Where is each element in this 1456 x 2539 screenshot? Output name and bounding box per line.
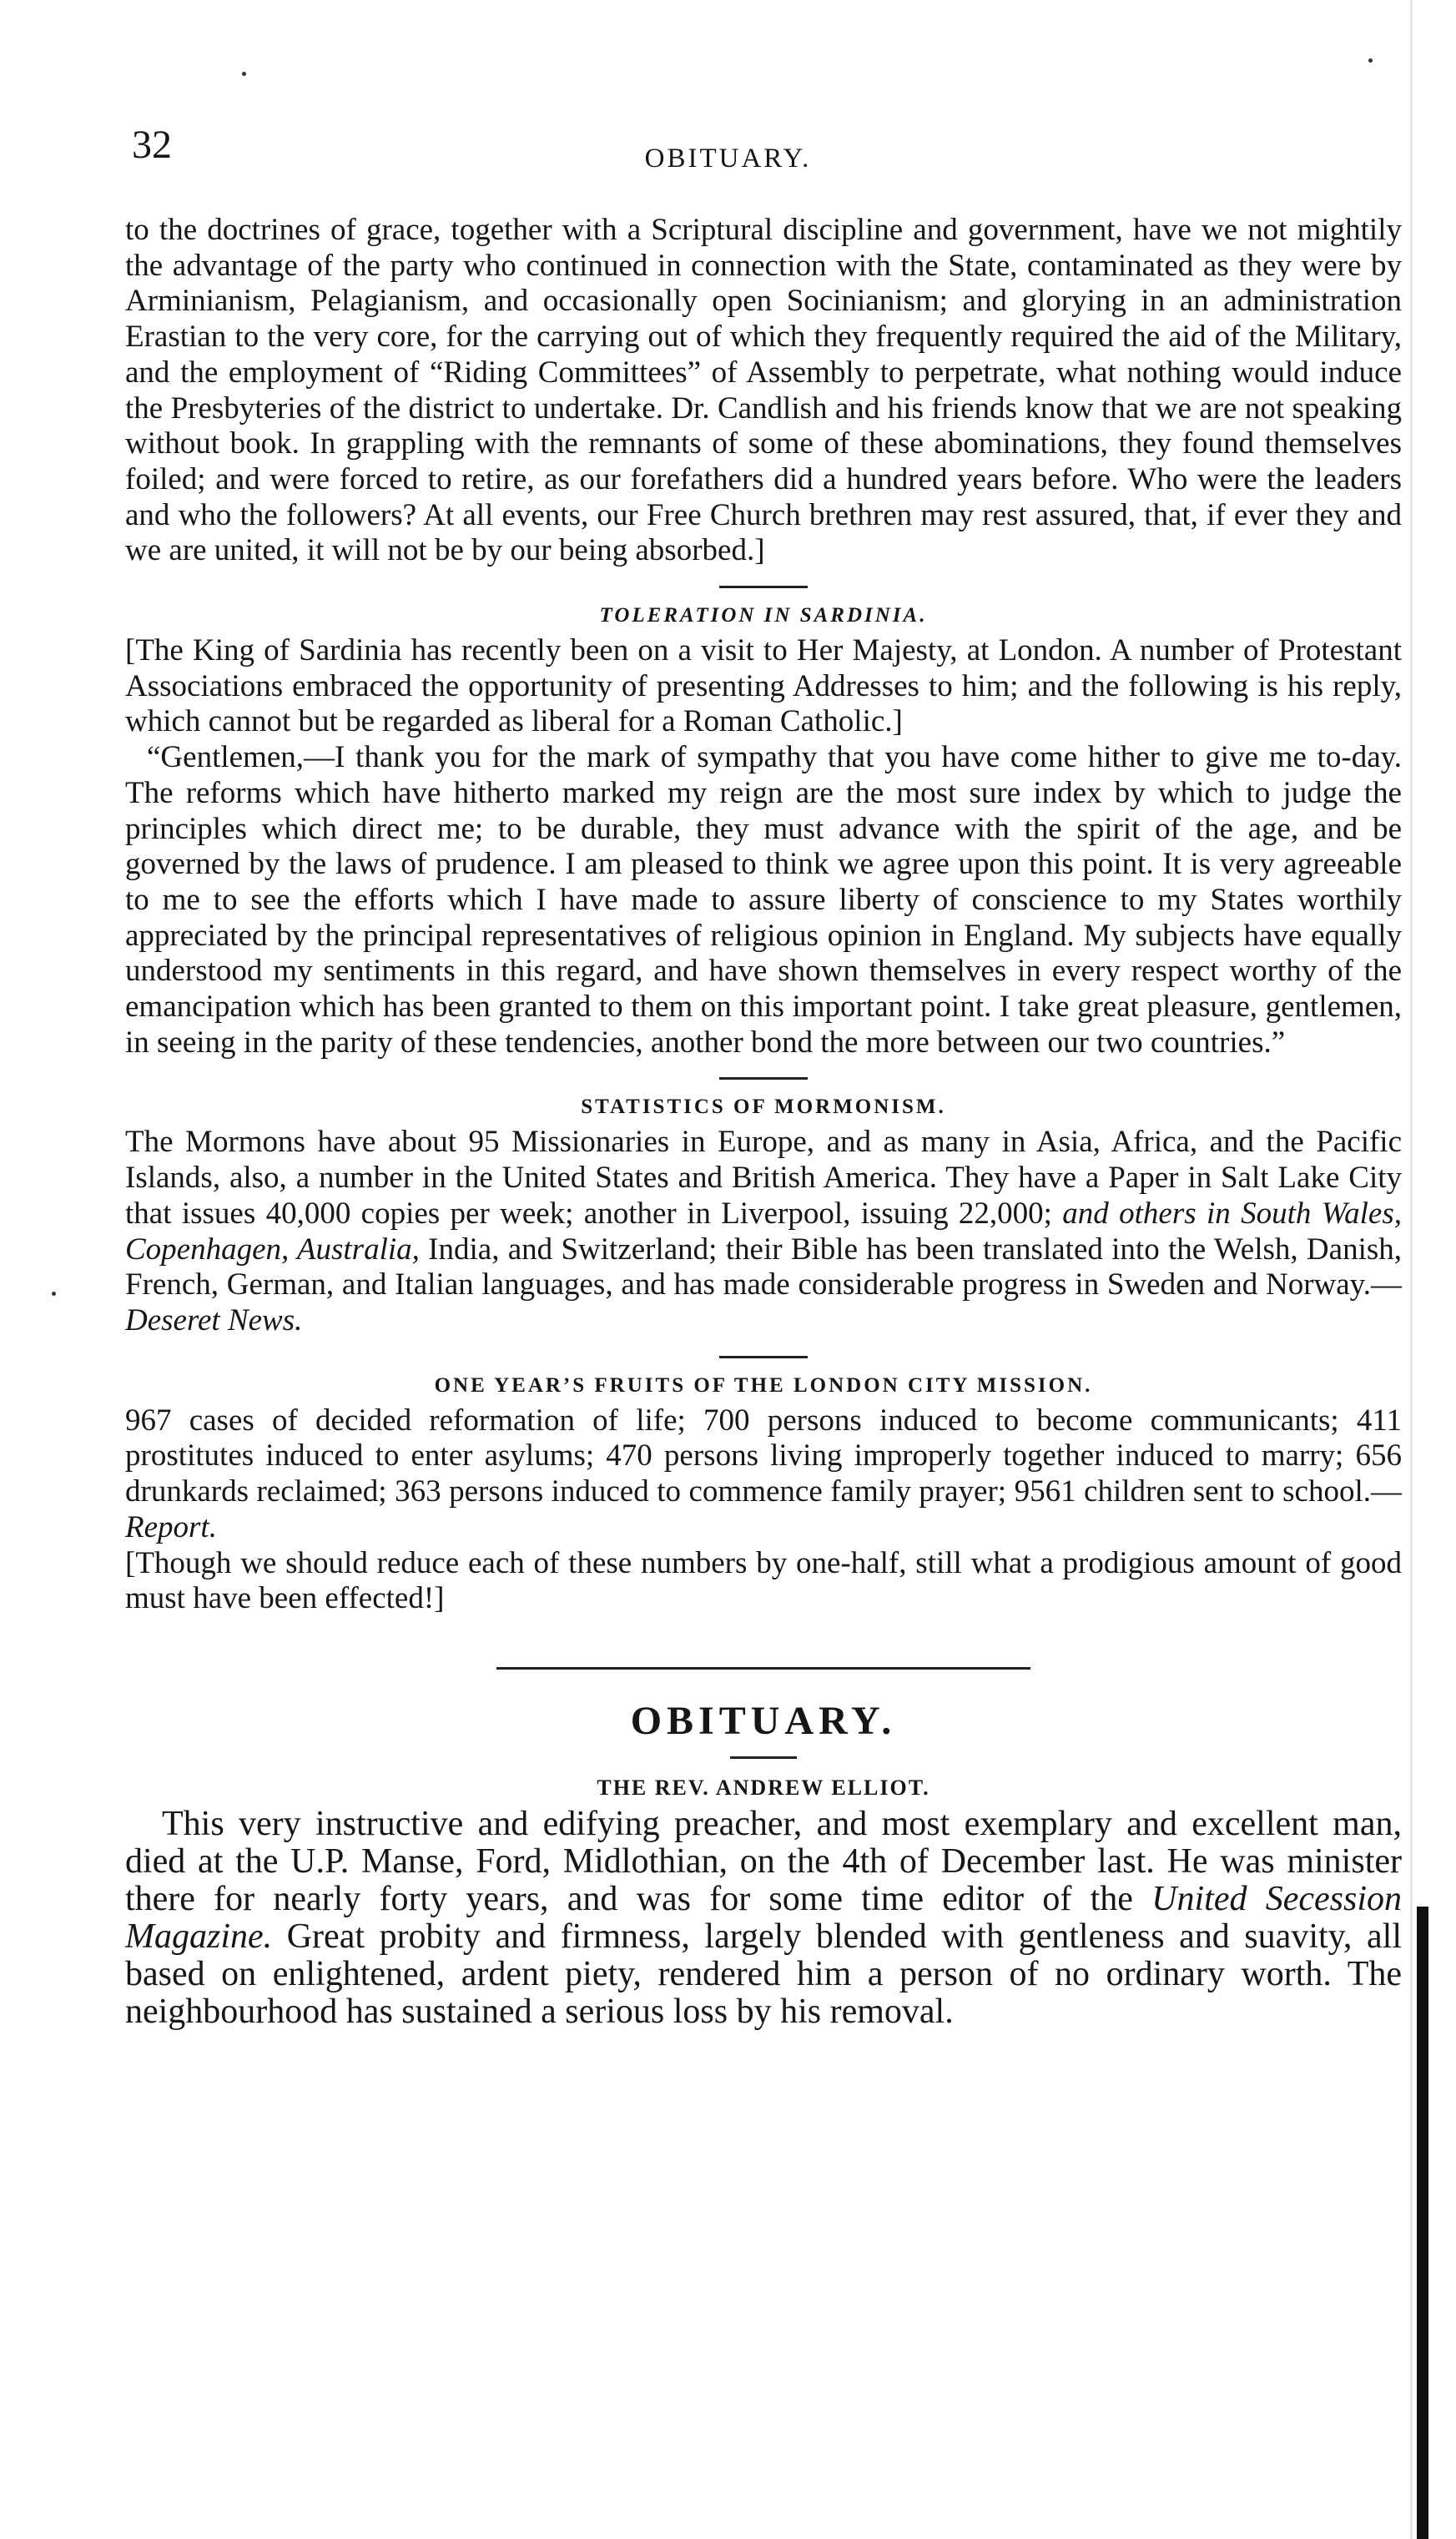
obituary-subject-heading: THE REV. ANDREW ELLIOT. xyxy=(597,1775,930,1800)
section-divider xyxy=(719,586,808,588)
binding-edge-bar xyxy=(1417,1907,1428,2539)
obituary-text-a: This very instructive and edifying preacher, and most exemplary and excellent man, died at the U.P. Manse, Ford, Midlothian, on the 4th of December last. He was minister there for nearly forty years, and was for some time editor of the xyxy=(125,1804,1402,1918)
section-divider xyxy=(719,1077,808,1080)
obituary-divider xyxy=(496,1667,1030,1670)
page-edge-shadow xyxy=(1410,0,1413,2539)
sardinia-intro-paragraph: [The King of Sardinia has recently been on a visit to Her Majesty, at London. A number of Protestant Associations embraced the opportunity of presenting Addresses to him; and the following is his reply, which cannot but be regarded as liberal for a Roman Catholic.] xyxy=(125,633,1402,739)
mormonism-source: Deseret News. xyxy=(125,1302,303,1338)
obituary-magazine-title: United Secession Magazine. xyxy=(125,1879,1403,1956)
mission-comment-paragraph: [Though we should reduce each of these numbers by one-half, still what a prodigious amount of good must have been effected!] xyxy=(125,1545,1402,1616)
running-title: OBITUARY. xyxy=(644,144,812,174)
mission-heading: ONE YEAR’S FRUITS OF THE LONDON CITY MISSION. xyxy=(434,1373,1093,1397)
obituary-title-rule xyxy=(730,1756,797,1759)
print-speck xyxy=(1368,58,1373,63)
page-number: 32 xyxy=(132,123,172,167)
mission-paragraph xyxy=(125,1403,1402,1546)
text-column xyxy=(125,213,1402,2031)
print-speck xyxy=(242,72,246,76)
sardinia-reply-paragraph: “Gentlemen,—I thank you for the mark of sympathy that you have come hither to give me to-day. The reforms which have hitherto marked my reign are the most sure index by which to judge the principles which direct me; to be durable, they must advance with the spirit of the age, and be governed by the laws of prudence. I am pleased to think we agree upon this point. It is very agreeable to me to see the efforts which I have made to assure liberty of conscience to my States worthily appreciated by the principal representatives of religious opinion in England. My subjects have equally understood my sentiments in this regard, and have shown themselves in every respect worthy of the emancipation which has been granted to them on this important point. I take great pleasure, gentlemen, in seeing in the parity of these tendencies, another bond the more between our two countries.” xyxy=(125,740,1402,1060)
mormonism-text-a: The Mormons have about 95 Missionaries in Europe, and as many in Asia, Africa, and the Pacific Islands, also, a number in the United States and British America. They have a Paper in Salt Lake City that issues 40,000 copies per week; another in Liverpool, issuing 22,000; xyxy=(125,1125,1402,1231)
obituary-title: OBITUARY. xyxy=(630,1698,897,1743)
obituary-paragraph xyxy=(125,1806,1402,2031)
sardinia-heading: TOLERATION IN SARDINIA. xyxy=(599,604,928,627)
mormonism-text-b: India, and Switzerland; their Bible has been translated into the Welsh, Danish, French, German, and Italian languages, and has made considerable progress in Sweden and Norway.— xyxy=(125,1232,1402,1302)
section-divider xyxy=(719,1356,808,1358)
mormonism-paragraph xyxy=(125,1125,1402,1338)
print-speck xyxy=(52,1292,56,1296)
obituary-text-b: Great probity and firmness, largely blended with gentleness and suavity, all based on enlightened, ardent piety, rendered him a person of no ordinary worth. The neighbourhood has sustained a serious loss by his removal. xyxy=(125,1917,1402,2031)
mission-text: 967 cases of decided reformation of life; 700 persons induced to become communicants; 411 prostitutes induced to enter asylums; 470 persons living improperly together induced to marry; 656 drunkards reclaimed; 363 persons induced to commence family prayer; 9561 children sent to school.— xyxy=(125,1403,1402,1509)
mission-source: Report. xyxy=(125,1509,217,1544)
mormonism-text-italic: and others in South Wales, Copenhagen, Australia, xyxy=(125,1196,1402,1267)
continued-paragraph: to the doctrines of grace, together with a Scriptural discipline and government, have we not mightily the advantage of the party who continued in connection with the State, contaminated as they were by Arminianism, Pelagianism, and occasionally open Socinianism; and glorying in an administration Erastian to the very core, for the carrying out of which they frequently required the aid of the Military, and the employment of “Riding Committees” of Assembly to perpetrate, what nothing would induce the Presbyteries of the district to undertake. Dr. Candlish and his friends know that we are not speaking without book. In grappling with the remnants of some of these abominations, they found themselves foiled; and were forced to retire, as our forefathers did a hundred years before. Who were the leaders and who the followers? At all events, our Free Church brethren may rest assured, that, if ever they and we are united, it will not be by our being absorbed.] xyxy=(125,213,1402,568)
mormonism-heading: STATISTICS OF MORMONISM. xyxy=(581,1096,946,1119)
